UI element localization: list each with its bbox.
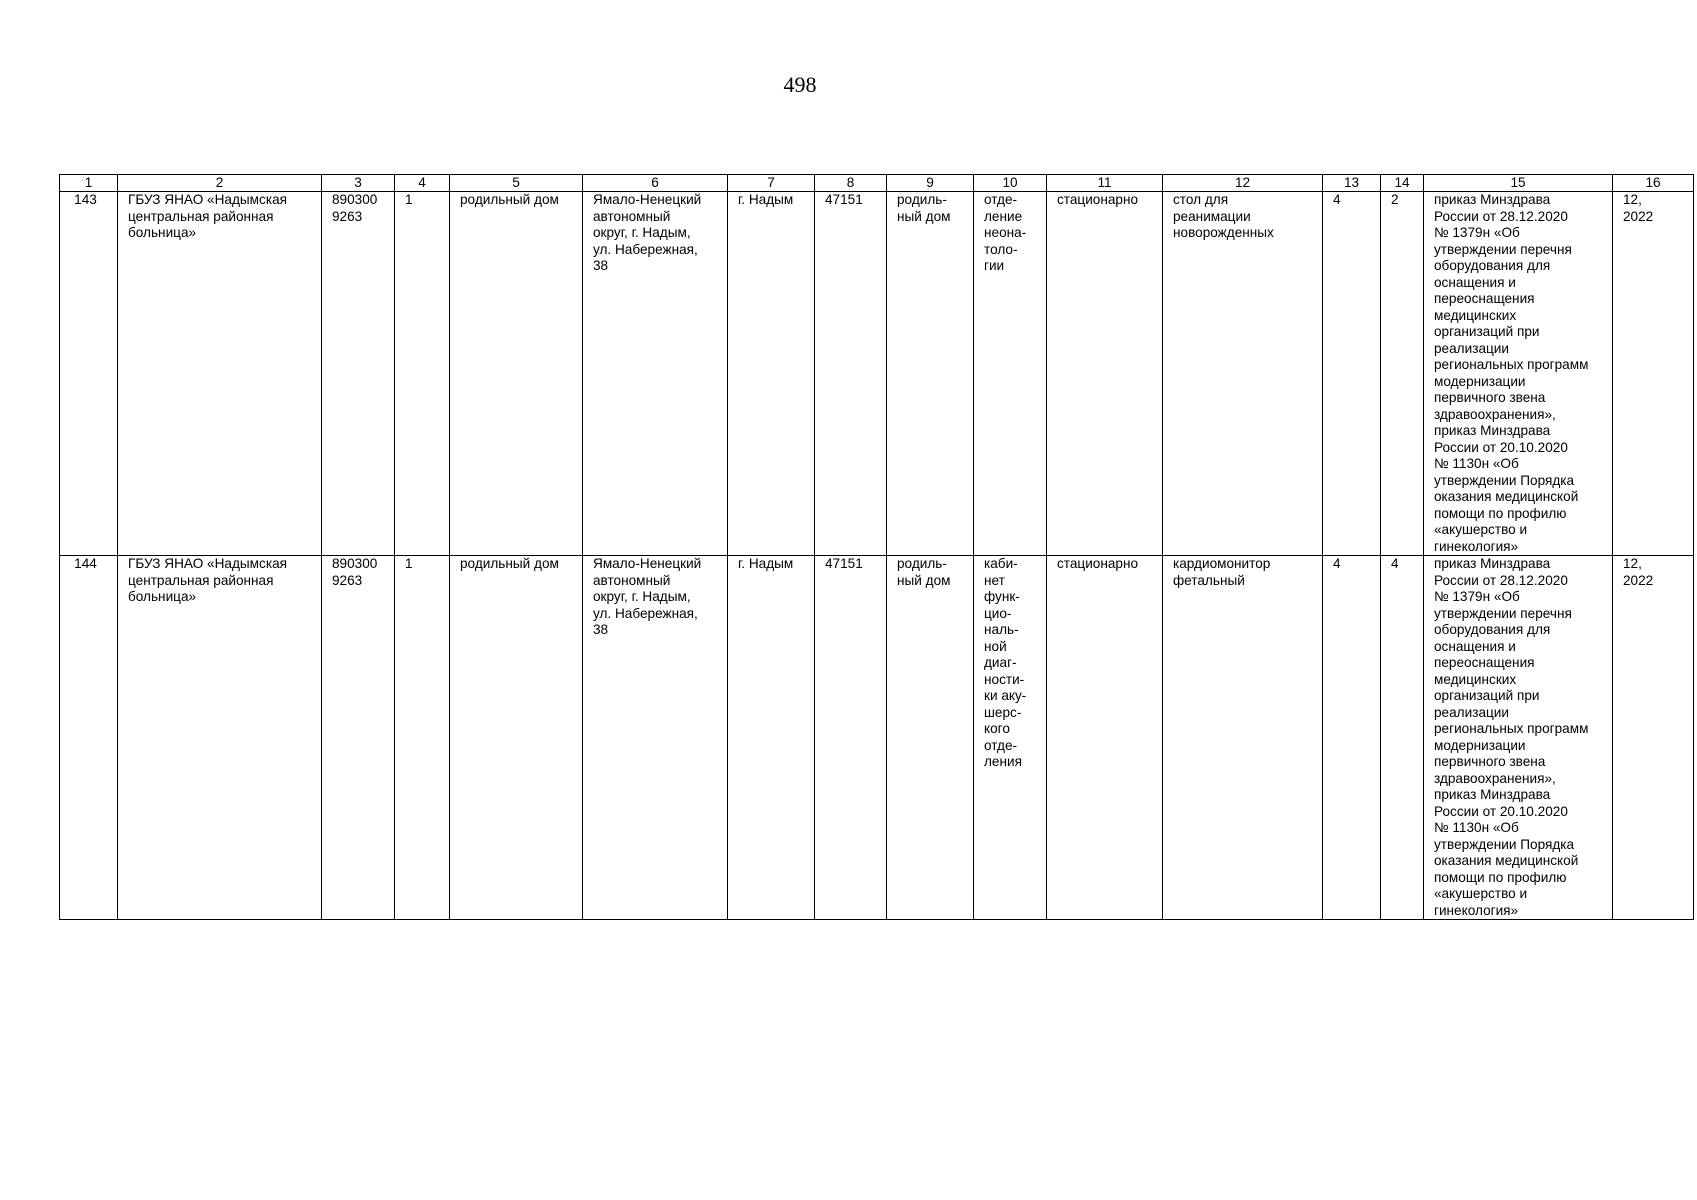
care-form-cell: стационарно <box>1047 192 1163 556</box>
column-13-cell: 4 <box>1323 192 1381 556</box>
column-4-cell: 1 <box>395 192 450 556</box>
city-cell: г. Надым <box>728 192 815 556</box>
equipment-cell: кардиомонитор фетальный <box>1163 556 1323 920</box>
column-header-11: 11 <box>1047 175 1163 192</box>
organization-cell: ГБУЗ ЯНАО «Надымская центральная районная больница» <box>118 556 322 920</box>
care-form-cell: стационарно <box>1047 556 1163 920</box>
okato-cell: 47151 <box>815 556 887 920</box>
regulation-cell: приказ Минздрава России от 28.12.2020 № 1379н «Об утверждении перечня оборудования для оснащения и переоснащения медицинских организаций при реализации региональных программ модернизации первичного звена здравоохранения», приказ Минздрава России от 20.10.2020 № 1130н «Об утверждении Порядка оказания медицинской помощи по профилю «акушерство и гинекология» <box>1424 556 1613 920</box>
column-4-cell: 1 <box>395 556 450 920</box>
address-cell: Ямало-Ненецкий автономный округ, г. Надым, ул. Набережная, 38 <box>583 556 728 920</box>
address-cell: Ямало-Ненецкий автономный округ, г. Надым, ул. Набережная, 38 <box>583 192 728 556</box>
column-header-7: 7 <box>728 175 815 192</box>
column-header-13: 13 <box>1323 175 1381 192</box>
column-header-9: 9 <box>887 175 974 192</box>
column-header-1: 1 <box>60 175 118 192</box>
date-cell: 12, 2022 <box>1613 556 1694 920</box>
column-14-cell: 2 <box>1381 192 1424 556</box>
row-number-cell: 143 <box>60 192 118 556</box>
okato-cell: 47151 <box>815 192 887 556</box>
column-header-16: 16 <box>1613 175 1694 192</box>
date-cell: 12, 2022 <box>1613 192 1694 556</box>
column-header-4: 4 <box>395 175 450 192</box>
column-header-14: 14 <box>1381 175 1424 192</box>
column-header-5: 5 <box>450 175 583 192</box>
organization-cell: ГБУЗ ЯНАО «Надымская центральная районная больница» <box>118 192 322 556</box>
column-header-12: 12 <box>1163 175 1323 192</box>
regulation-cell: приказ Минздрава России от 28.12.2020 № 1379н «Об утверждении перечня оборудования для оснащения и переоснащения медицинских организаций при реализации региональных программ модернизации первичного звена здравоохранения», приказ Минздрава России от 20.10.2020 № 1130н «Об утверждении Порядка оказания медицинской помощи по профилю «акушерство и гинекология» <box>1424 192 1613 556</box>
unit-cell: родиль- ный дом <box>887 192 974 556</box>
header-row <box>60 175 1694 192</box>
table-row <box>60 556 1694 920</box>
city-cell: г. Надым <box>728 556 815 920</box>
column-header-8: 8 <box>815 175 887 192</box>
equipment-table <box>59 174 1694 920</box>
table-row <box>60 192 1694 556</box>
facility-type-cell: родильный дом <box>450 556 583 920</box>
department-cell: отде- ление неона- толо- гии <box>974 192 1047 556</box>
column-header-2: 2 <box>118 175 322 192</box>
column-header-15: 15 <box>1424 175 1613 192</box>
column-13-cell: 4 <box>1323 556 1381 920</box>
code-cell: 890300 9263 <box>322 192 395 556</box>
column-header-10: 10 <box>974 175 1047 192</box>
department-cell: каби- нет функ- цио- наль- ной диаг- ности- ки аку- шерс- кого отде- ления <box>974 556 1047 920</box>
row-number-cell: 144 <box>60 556 118 920</box>
column-header-3: 3 <box>322 175 395 192</box>
column-14-cell: 4 <box>1381 556 1424 920</box>
equipment-cell: стол для реанимации новорожденных <box>1163 192 1323 556</box>
page-number: 498 <box>783 72 817 97</box>
code-cell: 890300 9263 <box>322 556 395 920</box>
column-header-6: 6 <box>583 175 728 192</box>
unit-cell: родиль- ный дом <box>887 556 974 920</box>
facility-type-cell: родильный дом <box>450 192 583 556</box>
